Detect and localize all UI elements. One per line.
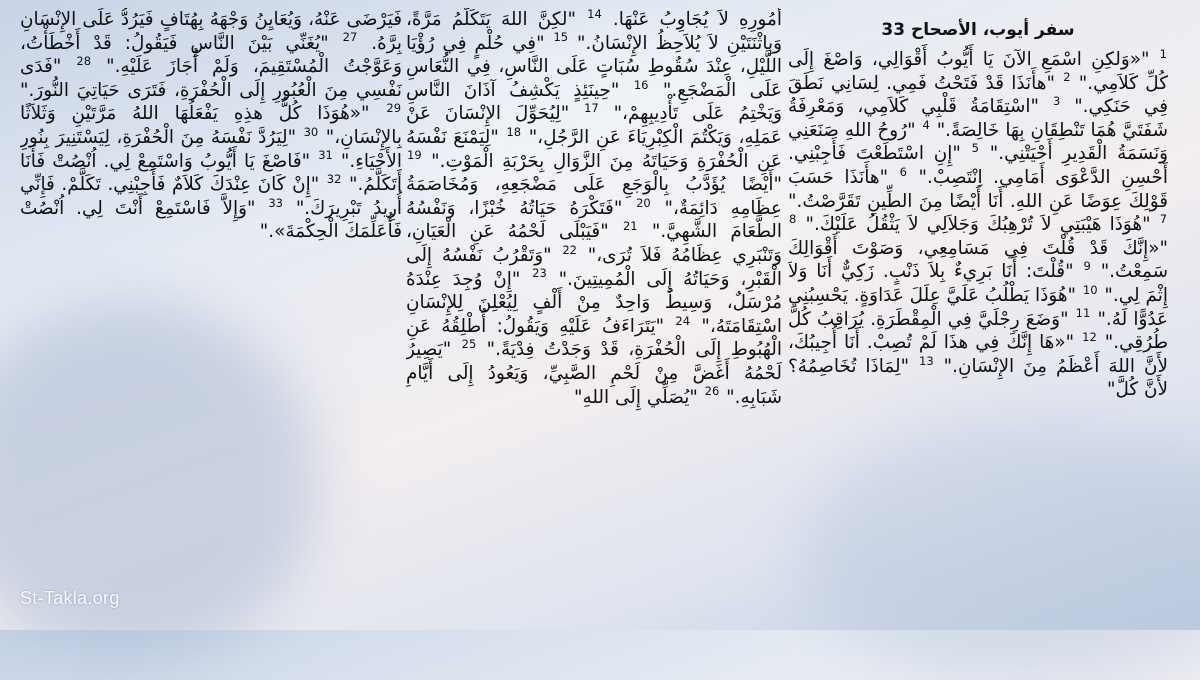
verse-text: يَصِيرُ لَحْمُهُ أَغَضَّ مِنْ لَحْمِ الصَّبِيِّ، وَيَعُودُ إِلَى أَيَّامِ شَبَابِهِ. [406, 339, 782, 408]
column-left-text [20, 8, 402, 244]
verse-number: 21 [622, 219, 638, 234]
verse-number: 20 [636, 195, 651, 210]
verse-number: 22 [562, 242, 577, 257]
verse-number: 2 [1063, 70, 1071, 85]
verse [603, 9, 782, 30]
verse-text: فِي حُلْمٍ فِي رُؤْيَا اللَّيْلِ، عِنْدَ سُقُوطِ سُبَاتٍ عَلَى النَّاسِ، فِي النُّعَاسِ عَلَى الْمَضْجَعِ. [406, 32, 782, 101]
verse-text: فَدَى نَفْسِي مِنَ الْعُبُورِ إِلَى الْحُفْرَةِ، فَتَرَى حَيَاتِيَ النُّورَ. [20, 56, 402, 101]
verse-text: هأَنَذَا قَدْ فَتَحْتُ فَمِي. لِسَانِي نَطَقَ فِي حَنَكِي. [788, 72, 1168, 118]
verse-text: هأَنَذَا حَسَبَ قَوْلِكَ عِوَضًا عَنِ اللهِ. أَنَا أَيْضًا مِنَ الطِّينِ تَقَرَّصْتُ. [788, 166, 1168, 212]
verse-text: أَيْضًا يُؤَدَّبُ بِالْوَجَعِ عَلَى مَضْجَعِهِ، وَمُخَاصَمَةُ عِظَامِهِ دَائِمَةٌ، [406, 174, 782, 219]
verse-number: 13 [919, 353, 934, 368]
verse-text: إِنِ اسْتَطَعْتَ فَأَجِبْنِي. أَحْسِنِ الدَّعْوَى أَمَامِي. اِنْتَصِبْ. [788, 143, 1168, 188]
verse: $^{24}$ "يَتَرَاءَفُ عَلَيْهِ وَيَقُولُ: أُطْلِقُهُ عَنِ الْهُبُوطِ إِلَى الْحُفْرَةِ، قَدْ وَجَدْتُ فِدْيَةً." [406, 313, 782, 361]
verse: $^{13}$ "لِمَاذَا تُخَاصِمُهُ؟ لأَنَّ كُلَّ" [788, 353, 1168, 401]
verse-text: هُوَذَا هَيْبَتِي لاَ تُرْهِبُكَ وَجَلاَلِي لاَ يَثْقُلُ عَلَيْكَ. [813, 214, 1143, 236]
verse: $^{15}$ "فِي حُلْمٍ فِي رُؤْيَا اللَّيْلِ، عِنْدَ سُقُوطِ سُبَاتٍ عَلَى النَّاسِ، فِي النُّعَاسِ عَلَى الْمَضْجَعِ." [406, 30, 782, 101]
verse: $^{26}$ "يُصَلِّي إِلَى اللهِ" [573, 384, 720, 408]
verse: $^{21}$ "فَيَبْلَى لَحْمُهُ عَنِ الْعَيَانِ، وَتَنْبَرِي عِظَامُهُ فَلاَ تُرَى،" [406, 219, 782, 266]
verse-text: اسْتِقَامَةُ قَلْبِي كَلاَمِي، وَمَعْرِفَةُ شَفَتَيَّ هُمَا تَنْطِقَانِ بِهَا خَالِصَةً. [788, 96, 1168, 141]
verse: $^{32}$ "إِنْ كَانَ عِنْدَكَ كَلاَمٌ فَأَجِبْنِي. تَكَلَّمْ. فَإِنِّي أُرِيدُ تَبْرِيرَكَ." [20, 172, 402, 219]
verse-number: 26 [704, 384, 720, 399]
verse: $^{22}$ "وَتَقْرُبُ نَفْسُهُ إِلَى الْقَبْرِ، وَحَيَاتُهُ إِلَى الْمُمِيتِينَ." [406, 242, 782, 290]
verse: $^6$ "هأَنَذَا حَسَبَ قَوْلِكَ عِوَضًا عَنِ اللهِ. أَنَا أَيْضًا مِنَ الطِّينِ تَقَرَّصْتُ." [788, 164, 1168, 212]
verse-text: لِمَاذَا تُخَاصِمُهُ؟ لأَنَّ كُلَّ [788, 355, 1168, 401]
verse-number: 14 [587, 8, 602, 21]
verse: $^5$ "إِنِ اسْتَطَعْتَ فَأَجِبْنِي. أَحْسِنِ الدَّعْوَى أَمَامِي. اِنْتَصِبْ." [788, 141, 1168, 188]
site-watermark: St-Takla.org [20, 588, 120, 608]
verse-number: 30 [303, 124, 319, 139]
column-middle-text [406, 8, 782, 409]
verse: $^{17}$ "لِيُحَوِّلَ الإِنْسَانَ عَنْ عَمَلِهِ، وَيَكْتُمَ الْكِبْرِيَاءَ عَنِ الرَّجُلِ،" [406, 101, 782, 148]
verse-text: إِنْ كَانَ عِنْدَكَ كَلاَمٌ فَأَجِبْنِي. تَكَلَّمْ. فَإِنِّي أُرِيدُ تَبْرِيرَكَ. [20, 174, 402, 219]
verse-text: فَيَرْضَى عَنْهُ، وَيُعَايِنُ وَجْهَهُ بِهُتَافٍ فَيَرُدُّ عَلَى الإِنْسَانِ بِرَّهُ. [20, 9, 402, 54]
verse-text: وَإِلاَّ فَاسْتَمِعْ أَنْتَ لِي. اُنْصُتْ فَأُعَلِّمَكَ الْحِكْمَةَ». [20, 197, 402, 243]
verse: $^{33}$ "وَإِلاَّ فَاسْتَمِعْ أَنْتَ لِي. اُنْصُتْ فَأُعَلِّمَكَ الْحِكْمَةَ»." [20, 195, 402, 243]
verse-number: 9 [1083, 259, 1091, 274]
verse-text: أُمُورِهِ لاَ يُجَاوِبُ عَنْهَا. [612, 9, 782, 30]
verse-text: «وَلكِنِ اسْمَعِ الآنَ يَا أَيُّوبُ أَقْوَالِي، وَاصْغَ إِلَى كُلِّ كَلاَمِي. [788, 49, 1168, 94]
verse: $^{10}$ "هُوَذَا يَطْلُبُ عَلَيَّ عِلَلَ عَدَاوَةٍ. يَحْسِبُنِي عَدُوًّا لَهُ." [788, 282, 1168, 330]
verse: $^{25}$ "يَصِيرُ لَحْمُهُ أَغَضَّ مِنْ لَحْمِ الصَّبِيِّ، وَيَعُودُ إِلَى أَيَّامِ شَبَابِهِ." [406, 337, 782, 408]
verse-text: رُوحُ اللهِ صَنَعَنِي وَنَسَمَةُ الْقَدِيرِ أَحْيَتْنِي. [788, 119, 1168, 165]
verse: $^{12}$ "«هَا إِنَّكَ فِي هذَا لَمْ تُصِبْ. أَنَا أُجِيبُكَ، لأَنَّ اللهَ أَعْظَمُ مِنَ الإِنْسَانِ." [788, 330, 1168, 377]
verse: $^8$ "«إِنَّكَ قَدْ قُلْتَ فِي مَسَامِعِي، وَصَوْتَ أَقْوَالِكَ سَمِعْتُ." [788, 212, 1168, 283]
verse-number: 12 [1082, 330, 1097, 344]
verse-text: قُلْتَ: أَنَا بَرِيءٌ بِلاَ ذَنْبٍ. زَكِيٌّ أَنَا وَلاَ إِثْمَ لِي. [788, 261, 1168, 306]
verse-number: 16 [633, 77, 649, 92]
verse: $^{16}$ "حِينَئِذٍ يَكْشِفُ آذَانَ النَّاسِ وَيَخْتِمُ عَلَى تَأْدِيبِهِمْ،" [406, 77, 782, 125]
verse-number: 15 [553, 30, 569, 45]
verse-number: 1 [1159, 46, 1167, 61]
verse-text: لِيَمْنَعَ نَفْسَهُ عَنِ الْحُفْرَةِ وَحَيَاتَهُ مِنَ الزَّوَالِ بِحَرْبَةِ الْمَوْتِ. [406, 126, 782, 172]
verse-text: يُصَلِّي إِلَى اللهِ [582, 386, 690, 408]
verse: $^{28}$ "فَدَى نَفْسِي مِنَ الْعُبُورِ إِلَى الْحُفْرَةِ، فَتَرَى حَيَاتِيَ النُّورَ." [20, 54, 402, 101]
verse-text: فَيَبْلَى لَحْمُهُ عَنِ الْعَيَانِ، وَتَنْبَرِي عِظَامُهُ فَلاَ تُرَى، [406, 221, 782, 266]
verse-text: لكِنَّ اللهَ يَتَكَلَّمُ مَرَّةً، وَبِاثْنَتَيْنِ لاَ يُلاَحِظُ الإِنْسَانُ. [406, 9, 782, 54]
verse-text: يَتَرَاءَفُ عَلَيْهِ وَيَقُولُ: أُطْلِقُهُ عَنِ الْهُبُوطِ إِلَى الْحُفْرَةِ، قَدْ وَجَدْتُ فِدْيَةً. [406, 315, 782, 361]
verse-text: «هُوَذَا كُلُّ هذِهِ يَفْعَلُهَا اللهُ مَرَّتَيْنِ وَثَلاَثًا بِالإِنْسَانِ، [20, 103, 402, 148]
verse-text: لِيُحَوِّلَ الإِنْسَانَ عَنْ عَمَلِهِ، وَيَكْتُمَ الْكِبْرِيَاءَ عَنِ الرَّجُلِ، [406, 103, 782, 148]
verse-number: 19 [407, 148, 422, 163]
verse: $^{18}$ "لِيَمْنَعَ نَفْسَهُ عَنِ الْحُفْرَةِ وَحَيَاتَهُ مِنَ الزَّوَالِ بِحَرْبَةِ الْمَوْتِ." [406, 124, 782, 172]
verse-text: يُغَنِّي بَيْنَ النَّاسِ فَيَقُولُ: قَدْ أَخْطَأْتُ، وَعَوَّجْتُ الْمُسْتَقِيمَ، وَلَمْ أُجَازَ عَلَيْهِ. [20, 32, 402, 78]
verse: $^{19}$ "أَيْضًا يُؤَدَّبُ بِالْوَجَعِ عَلَى مَضْجَعِهِ، وَمُخَاصَمَةُ عِظَامِهِ دَائِمَةٌ،" [406, 148, 782, 219]
verse: $^7$ "هُوَذَا هَيْبَتِي لاَ تُرْهِبُكَ وَجَلاَلِي لاَ يَثْقُلُ عَلَيْكَ." [797, 212, 1168, 236]
verse: $^{29}$ "«هُوَذَا كُلُّ هذِهِ يَفْعَلُهَا اللهُ مَرَّتَيْنِ وَثَلاَثًا بِالإِنْسَانِ،" [20, 101, 402, 148]
verse: $^{14}$ "لكِنَّ اللهَ يَتَكَلَّمُ مَرَّةً، وَبِاثْنَتَيْنِ لاَ يُلاَحِظُ الإِنْسَانُ." [406, 8, 782, 54]
verse: $^{23}$ "إِنْ وُجِدَ عِنْدَهُ مُرْسَلٌ، وَسِيطٌ وَاحِدٌ مِنْ أَلْفٍ لِيُعْلِنَ لِلإِنْسَانِ اسْتِقَامَتَهُ،" [406, 266, 782, 337]
verse: $^{20}$ "فَتَكْرَهُ حَيَاتُهُ خُبْزًا، وَنَفْسُهُ الطَّعَامَ الشَّهِيَّ." [406, 195, 782, 243]
verse-text: «إِنَّكَ قَدْ قُلْتَ فِي مَسَامِعِي، وَصَوْتَ أَقْوَالِكَ سَمِعْتُ. [788, 237, 1168, 283]
verse-text: هُوَذَا يَطْلُبُ عَلَيَّ عِلَلَ عَدَاوَةٍ. يَحْسِبُنِي عَدُوًّا لَهُ. [788, 284, 1168, 330]
verse-text: وَضَعَ رِجْلَيَّ فِي الْمِقْطَرَةِ. يُرَاقِبُ كُلَّ طُرُقِي. [788, 308, 1168, 354]
verse-text: وَتَقْرُبُ نَفْسُهُ إِلَى الْقَبْرِ، وَحَيَاتُهُ إِلَى الْمُمِيتِينَ. [406, 244, 782, 290]
verse-number: 33 [268, 195, 283, 210]
verse: $^9$ "قُلْتَ: أَنَا بَرِيءٌ بِلاَ ذَنْبٍ. زَكِيٌّ أَنَا وَلاَ إِثْمَ لِي." [788, 259, 1168, 306]
verse-number: 17 [584, 101, 599, 116]
verse: $^2$ "هأَنَذَا قَدْ فَتَحْتُ فَمِي. لِسَانِي نَطَقَ فِي حَنَكِي." [788, 70, 1168, 118]
verse-number: 6 [899, 164, 907, 179]
verse: $^4$ "رُوحُ اللهِ صَنَعَنِي وَنَسَمَةُ الْقَدِيرِ أَحْيَتْنِي." [788, 117, 1168, 165]
verse-text: حِينَئِذٍ يَكْشِفُ آذَانَ النَّاسِ وَيَخْتِمُ عَلَى تَأْدِيبِهِمْ، [406, 79, 782, 125]
verse-number: 31 [318, 148, 333, 163]
verse: $^{11}$ "وَضَعَ رِجْلَيَّ فِي الْمِقْطَرَةِ. يُرَاقِبُ كُلَّ طُرُقِي." [788, 306, 1168, 354]
verse-number: 28 [76, 54, 92, 69]
verse-number: 3 [1052, 94, 1061, 109]
verse-number: 18 [506, 124, 522, 139]
verse-number: 24 [675, 313, 691, 328]
verse-number: 32 [326, 172, 342, 187]
verse-text: إِنْ وُجِدَ عِنْدَهُ مُرْسَلٌ، وَسِيطٌ وَاحِدٌ مِنْ أَلْفٍ لِيُعْلِنَ لِلإِنْسَانِ اسْتِقَامَتَهُ، [406, 268, 782, 337]
verse-text: لِيَرُدَّ نَفْسَهُ مِنَ الْحُفْرَةِ، لِيَسْتَنِيرَ بِنُورِ الأَحْيَاءِ. [20, 126, 402, 172]
verse: $^3$ "اسْتِقَامَةُ قَلْبِي كَلاَمِي، وَمَعْرِفَةُ شَفَتَيَّ هُمَا تَنْطِقَانِ بِهَا خَالِصَةً." [788, 94, 1168, 141]
verse-number: 25 [461, 337, 477, 352]
column-middle [406, 8, 782, 620]
verse-number: 29 [386, 101, 402, 116]
verse: $^1$ "«وَلكِنِ اسْمَعِ الآنَ يَا أَيُّوبُ أَقْوَالِي، وَاصْغَ إِلَى كُلِّ كَلاَمِي." [788, 46, 1168, 94]
verse-number: 7 [1159, 212, 1168, 227]
verse: $^{31}$ "فَاصْغَ يَا أَيُّوبُ وَاسْتَمِعْ لِي. اُنْصُتْ فَأَنَا أَتَكَلَّمُ." [20, 148, 402, 196]
column-left [20, 8, 402, 358]
verse: $^{27}$ "يُغَنِّي بَيْنَ النَّاسِ فَيَقُولُ: قَدْ أَخْطَأْتُ، وَعَوَّجْتُ الْمُسْتَقِيمَ، وَلَمْ أُجَازَ عَلَيْهِ." [20, 30, 402, 78]
verse-text: فَاصْغَ يَا أَيُّوبُ وَاسْتَمِعْ لِي. اُنْصُتْ فَأَنَا أَتَكَلَّمُ. [20, 150, 402, 196]
verse-text: «هَا إِنَّكَ فِي هذَا لَمْ تُصِبْ. أَنَا أُجِيبُكَ، لأَنَّ اللهَ أَعْظَمُ مِنَ الإِنْسَانِ. [788, 332, 1168, 377]
verse-number: 8 [789, 212, 797, 227]
verse-number: 23 [532, 266, 547, 281]
verse: $^{30}$ "لِيَرُدَّ نَفْسَهُ مِنَ الْحُفْرَةِ، لِيَسْتَنِيرَ بِنُورِ الأَحْيَاءِ." [20, 124, 402, 172]
verse-number: 5 [971, 141, 979, 156]
verse-text: فَتَكْرَهُ حَيَاتُهُ خُبْزًا، وَنَفْسُهُ الطَّعَامَ الشَّهِيَّ. [406, 197, 782, 243]
column-right [788, 18, 1168, 598]
verse-number: 4 [922, 117, 930, 132]
verse-number: 10 [1082, 282, 1098, 297]
verse-number: 11 [1075, 306, 1091, 321]
verse-number: 27 [342, 30, 358, 45]
column-right-text [788, 48, 1168, 402]
chapter-title: سفر أيوب، الأصحاح 33 [881, 20, 1075, 40]
